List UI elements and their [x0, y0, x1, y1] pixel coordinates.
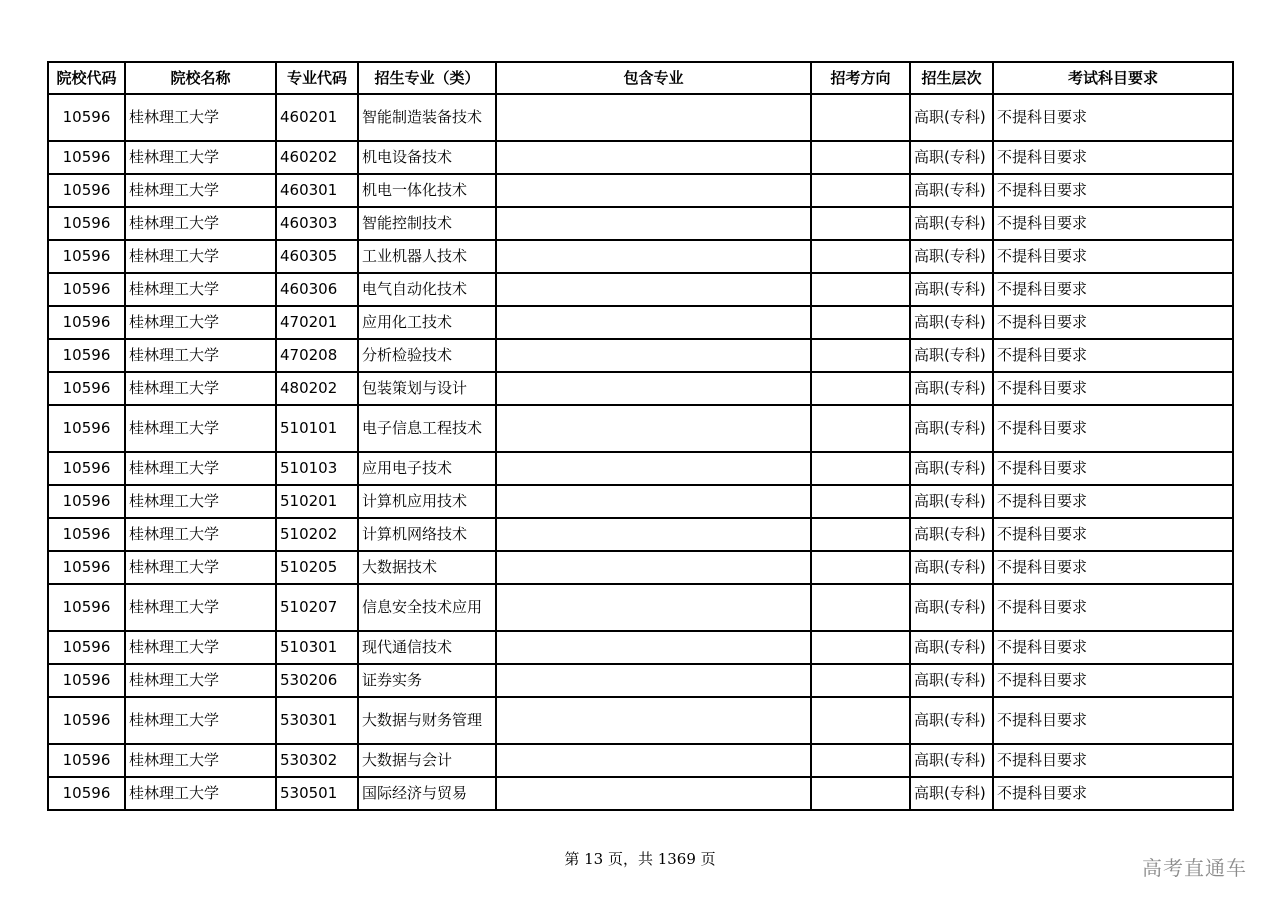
cell-school-code: 10596	[48, 339, 125, 372]
cell-subject-requirement: 不提科目要求	[993, 207, 1233, 240]
table-row	[48, 697, 1233, 744]
cell-direction	[811, 744, 910, 777]
cell-school-code: 10596	[48, 744, 125, 777]
header-school-name: 院校名称	[125, 62, 276, 94]
cell-major: 大数据与财务管理	[358, 697, 496, 744]
cell-school-name: 桂林理工大学	[125, 141, 276, 174]
cell-direction	[811, 273, 910, 306]
cell-subject-requirement: 不提科目要求	[993, 339, 1233, 372]
header-major-code: 专业代码	[276, 62, 358, 94]
table-row	[48, 240, 1233, 273]
cell-major: 国际经济与贸易	[358, 777, 496, 810]
table-row	[48, 485, 1233, 518]
header-included-majors: 包含专业	[496, 62, 811, 94]
cell-school-code: 10596	[48, 485, 125, 518]
table-row	[48, 584, 1233, 631]
admissions-table	[47, 61, 1234, 811]
cell-included-majors	[496, 551, 811, 584]
cell-school-code: 10596	[48, 372, 125, 405]
cell-major-code: 530501	[276, 777, 358, 810]
cell-included-majors	[496, 744, 811, 777]
cell-school-code: 10596	[48, 240, 125, 273]
cell-subject-requirement: 不提科目要求	[993, 551, 1233, 584]
cell-level: 高职(专科)	[910, 240, 993, 273]
cell-direction	[811, 207, 910, 240]
table-row	[48, 744, 1233, 777]
cell-included-majors	[496, 306, 811, 339]
cell-included-majors	[496, 518, 811, 551]
cell-major-code: 460305	[276, 240, 358, 273]
table-row	[48, 631, 1233, 664]
cell-direction	[811, 697, 910, 744]
table-row	[48, 452, 1233, 485]
cell-direction	[811, 485, 910, 518]
cell-direction	[811, 141, 910, 174]
cell-major: 证券实务	[358, 664, 496, 697]
cell-subject-requirement: 不提科目要求	[993, 141, 1233, 174]
cell-level: 高职(专科)	[910, 664, 993, 697]
cell-school-code: 10596	[48, 777, 125, 810]
table-row	[48, 777, 1233, 810]
cell-subject-requirement: 不提科目要求	[993, 485, 1233, 518]
table-row	[48, 551, 1233, 584]
cell-direction	[811, 306, 910, 339]
cell-major: 智能制造装备技术	[358, 94, 496, 141]
cell-level: 高职(专科)	[910, 697, 993, 744]
cell-major: 机电设备技术	[358, 141, 496, 174]
page-number: 第 13 页，共 1369 页	[564, 850, 716, 868]
cell-school-name: 桂林理工大学	[125, 485, 276, 518]
cell-school-name: 桂林理工大学	[125, 174, 276, 207]
cell-school-code: 10596	[48, 273, 125, 306]
cell-school-code: 10596	[48, 551, 125, 584]
cell-subject-requirement: 不提科目要求	[993, 306, 1233, 339]
cell-major-code: 530206	[276, 664, 358, 697]
cell-major-code: 510103	[276, 452, 358, 485]
cell-school-code: 10596	[48, 697, 125, 744]
table-row	[48, 405, 1233, 452]
cell-major: 计算机应用技术	[358, 485, 496, 518]
table-row	[48, 207, 1233, 240]
cell-major-code: 480202	[276, 372, 358, 405]
cell-included-majors	[496, 240, 811, 273]
cell-major-code: 510101	[276, 405, 358, 452]
cell-subject-requirement: 不提科目要求	[993, 697, 1233, 744]
cell-direction	[811, 584, 910, 631]
cell-major-code: 510202	[276, 518, 358, 551]
cell-major: 信息安全技术应用	[358, 584, 496, 631]
cell-school-name: 桂林理工大学	[125, 372, 276, 405]
cell-major: 应用电子技术	[358, 452, 496, 485]
cell-major-code: 510301	[276, 631, 358, 664]
table-row	[48, 664, 1233, 697]
cell-school-code: 10596	[48, 94, 125, 141]
cell-level: 高职(专科)	[910, 174, 993, 207]
cell-major: 智能控制技术	[358, 207, 496, 240]
cell-major-code: 510205	[276, 551, 358, 584]
cell-subject-requirement: 不提科目要求	[993, 240, 1233, 273]
cell-school-name: 桂林理工大学	[125, 697, 276, 744]
cell-level: 高职(专科)	[910, 744, 993, 777]
cell-school-code: 10596	[48, 518, 125, 551]
table-row	[48, 174, 1233, 207]
cell-major: 计算机网络技术	[358, 518, 496, 551]
cell-major-code: 460306	[276, 273, 358, 306]
cell-major: 大数据与会计	[358, 744, 496, 777]
header-direction: 招考方向	[811, 62, 910, 94]
cell-level: 高职(专科)	[910, 94, 993, 141]
cell-subject-requirement: 不提科目要求	[993, 584, 1233, 631]
cell-major: 电气自动化技术	[358, 273, 496, 306]
cell-included-majors	[496, 777, 811, 810]
cell-major-code: 470208	[276, 339, 358, 372]
table-header-row	[48, 62, 1233, 94]
cell-level: 高职(专科)	[910, 518, 993, 551]
cell-school-name: 桂林理工大学	[125, 339, 276, 372]
table-row	[48, 141, 1233, 174]
watermark: 高考直通车	[1142, 856, 1247, 880]
header-major: 招生专业（类）	[358, 62, 496, 94]
cell-level: 高职(专科)	[910, 405, 993, 452]
cell-major-code: 510207	[276, 584, 358, 631]
cell-major-code: 470201	[276, 306, 358, 339]
cell-subject-requirement: 不提科目要求	[993, 518, 1233, 551]
cell-subject-requirement: 不提科目要求	[993, 452, 1233, 485]
cell-school-code: 10596	[48, 664, 125, 697]
cell-major: 包装策划与设计	[358, 372, 496, 405]
cell-subject-requirement: 不提科目要求	[993, 94, 1233, 141]
cell-major-code: 460301	[276, 174, 358, 207]
cell-direction	[811, 372, 910, 405]
cell-direction	[811, 452, 910, 485]
cell-school-name: 桂林理工大学	[125, 94, 276, 141]
cell-direction	[811, 339, 910, 372]
cell-school-code: 10596	[48, 174, 125, 207]
cell-school-name: 桂林理工大学	[125, 664, 276, 697]
cell-direction	[811, 94, 910, 141]
cell-included-majors	[496, 141, 811, 174]
cell-school-name: 桂林理工大学	[125, 207, 276, 240]
table-row	[48, 372, 1233, 405]
cell-level: 高职(专科)	[910, 584, 993, 631]
cell-level: 高职(专科)	[910, 551, 993, 584]
table-row	[48, 518, 1233, 551]
cell-included-majors	[496, 372, 811, 405]
cell-school-code: 10596	[48, 631, 125, 664]
cell-school-name: 桂林理工大学	[125, 240, 276, 273]
cell-subject-requirement: 不提科目要求	[993, 273, 1233, 306]
cell-subject-requirement: 不提科目要求	[993, 174, 1233, 207]
cell-major: 机电一体化技术	[358, 174, 496, 207]
cell-included-majors	[496, 664, 811, 697]
cell-direction	[811, 664, 910, 697]
cell-level: 高职(专科)	[910, 141, 993, 174]
cell-level: 高职(专科)	[910, 631, 993, 664]
cell-subject-requirement: 不提科目要求	[993, 405, 1233, 452]
cell-included-majors	[496, 697, 811, 744]
cell-school-name: 桂林理工大学	[125, 631, 276, 664]
cell-school-name: 桂林理工大学	[125, 777, 276, 810]
cell-direction	[811, 174, 910, 207]
cell-major: 电子信息工程技术	[358, 405, 496, 452]
cell-included-majors	[496, 631, 811, 664]
cell-school-code: 10596	[48, 141, 125, 174]
cell-level: 高职(专科)	[910, 207, 993, 240]
cell-included-majors	[496, 273, 811, 306]
cell-major: 大数据技术	[358, 551, 496, 584]
cell-school-name: 桂林理工大学	[125, 518, 276, 551]
table-row	[48, 339, 1233, 372]
cell-subject-requirement: 不提科目要求	[993, 372, 1233, 405]
cell-included-majors	[496, 207, 811, 240]
cell-subject-requirement: 不提科目要求	[993, 664, 1233, 697]
cell-school-name: 桂林理工大学	[125, 405, 276, 452]
cell-major-code: 510201	[276, 485, 358, 518]
header-school-code: 院校代码	[48, 62, 125, 94]
cell-school-code: 10596	[48, 584, 125, 631]
header-subject-requirement: 考试科目要求	[993, 62, 1233, 94]
cell-school-code: 10596	[48, 306, 125, 339]
header-level: 招生层次	[910, 62, 993, 94]
cell-included-majors	[496, 485, 811, 518]
cell-level: 高职(专科)	[910, 306, 993, 339]
cell-included-majors	[496, 452, 811, 485]
cell-major: 现代通信技术	[358, 631, 496, 664]
table-row	[48, 94, 1233, 141]
cell-major-code: 530302	[276, 744, 358, 777]
cell-subject-requirement: 不提科目要求	[993, 631, 1233, 664]
cell-major-code: 460202	[276, 141, 358, 174]
cell-school-code: 10596	[48, 207, 125, 240]
cell-school-name: 桂林理工大学	[125, 584, 276, 631]
cell-level: 高职(专科)	[910, 777, 993, 810]
cell-included-majors	[496, 174, 811, 207]
cell-major-code: 530301	[276, 697, 358, 744]
cell-school-code: 10596	[48, 405, 125, 452]
cell-included-majors	[496, 94, 811, 141]
cell-included-majors	[496, 584, 811, 631]
cell-level: 高职(专科)	[910, 339, 993, 372]
cell-major: 分析检验技术	[358, 339, 496, 372]
cell-major-code: 460201	[276, 94, 358, 141]
cell-school-name: 桂林理工大学	[125, 744, 276, 777]
table-row	[48, 306, 1233, 339]
cell-included-majors	[496, 405, 811, 452]
cell-level: 高职(专科)	[910, 485, 993, 518]
cell-direction	[811, 777, 910, 810]
table-row	[48, 273, 1233, 306]
cell-subject-requirement: 不提科目要求	[993, 744, 1233, 777]
cell-direction	[811, 240, 910, 273]
cell-level: 高职(专科)	[910, 273, 993, 306]
cell-major: 工业机器人技术	[358, 240, 496, 273]
cell-school-name: 桂林理工大学	[125, 551, 276, 584]
cell-included-majors	[496, 339, 811, 372]
cell-direction	[811, 518, 910, 551]
cell-school-name: 桂林理工大学	[125, 452, 276, 485]
cell-direction	[811, 631, 910, 664]
cell-school-name: 桂林理工大学	[125, 306, 276, 339]
cell-level: 高职(专科)	[910, 452, 993, 485]
cell-direction	[811, 551, 910, 584]
cell-level: 高职(专科)	[910, 372, 993, 405]
cell-major-code: 460303	[276, 207, 358, 240]
cell-major: 应用化工技术	[358, 306, 496, 339]
cell-school-code: 10596	[48, 452, 125, 485]
cell-subject-requirement: 不提科目要求	[993, 777, 1233, 810]
cell-direction	[811, 405, 910, 452]
cell-school-name: 桂林理工大学	[125, 273, 276, 306]
